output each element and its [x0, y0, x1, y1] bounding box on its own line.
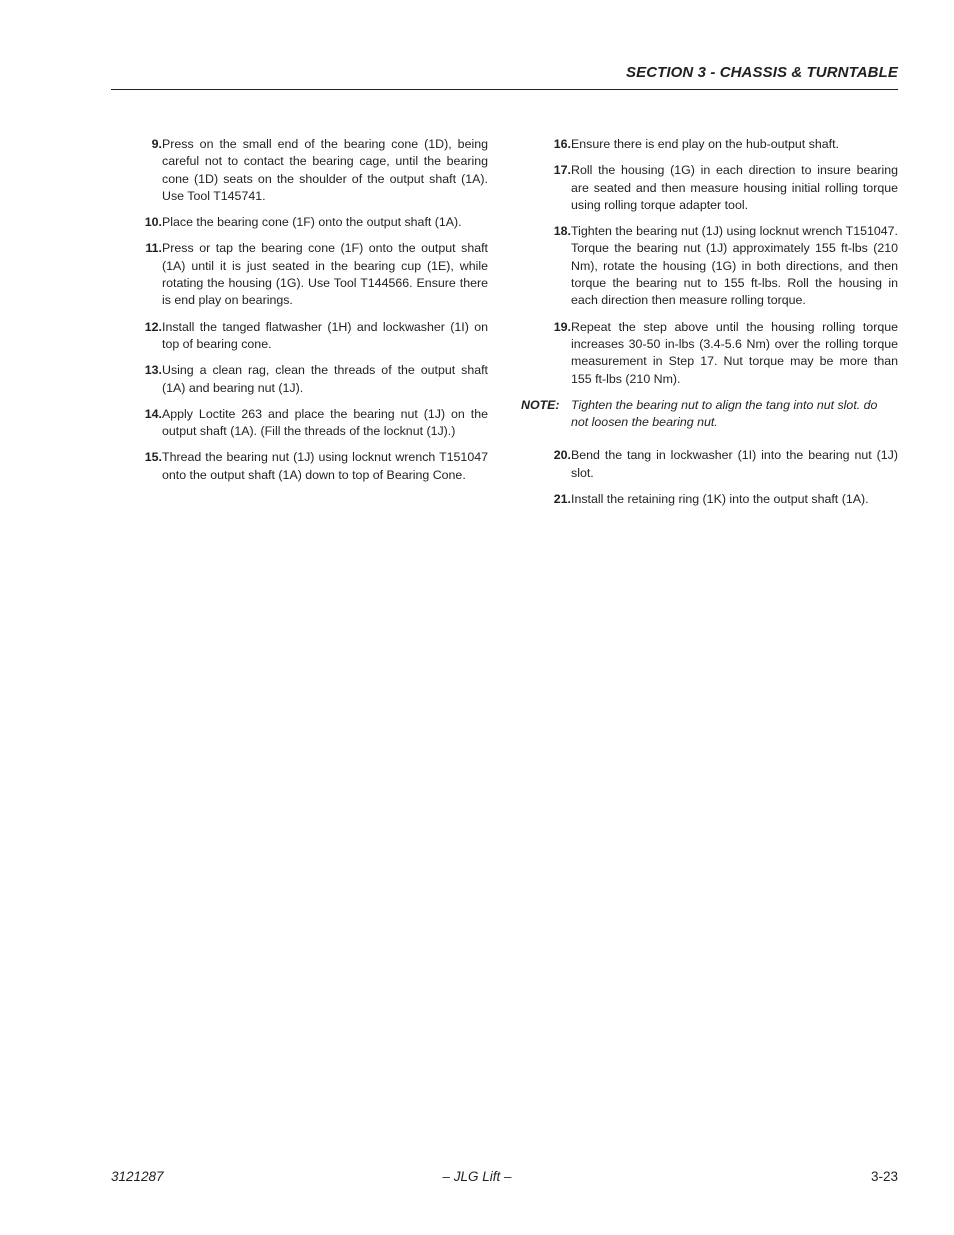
- step-number: 14.: [144, 406, 162, 421]
- header-divider: [111, 89, 898, 90]
- step-number: 17.: [553, 163, 571, 178]
- footer-doc-number: 3121287: [111, 1169, 164, 1184]
- step-text: Press or tap the bearing cone (1F) onto the output shaft (1A) until it is just seated in the bearing cup (1E), while rotating the housing (1G). Use Tool T144566. Ensure there is end play on bearings.: [162, 241, 488, 308]
- step-9: [126, 136, 488, 205]
- footer-page-number: 3-23: [870, 1169, 898, 1184]
- right-column: [521, 136, 898, 517]
- step-15: [126, 449, 488, 484]
- left-column: [126, 136, 488, 493]
- step-number: 20.: [553, 448, 571, 463]
- step-number: 10.: [144, 215, 162, 230]
- step-number: 16.: [553, 137, 571, 151]
- step-number: 9.: [151, 137, 162, 151]
- step-12: [126, 319, 488, 354]
- step-text: Place the bearing cone (1F) onto the output shaft (1A).: [162, 215, 462, 230]
- step-number: 13.: [144, 363, 162, 378]
- step-13: [126, 362, 488, 397]
- step-number: 19.: [553, 319, 571, 334]
- step-text: Press on the small end of the bearing cone (1D), being careful not to contact the bearing cage, until the bearing cone (1D) seats on the shoulder of the output shaft (1A). Use Tool T145741.: [162, 137, 488, 203]
- step-11: [126, 240, 488, 309]
- step-number: 21.: [553, 492, 571, 507]
- section-header-title: SECTION 3 - CHASSIS & TURNTABLE: [625, 64, 898, 81]
- step-21: [535, 491, 898, 508]
- step-10: [126, 214, 488, 231]
- step-text: Install the tanged flatwasher (1H) and lockwasher (1I) on top of bearing cone.: [162, 319, 488, 351]
- footer-center-text: – JLG Lift –: [442, 1169, 512, 1184]
- step-14: [126, 406, 488, 441]
- step-text: Apply Loctite 263 and place the bearing nut (1J) on the output shaft (1A). (Fill the threads of the locknut (1J).): [162, 406, 488, 439]
- step-number: 15.: [144, 450, 162, 465]
- step-number: 12.: [144, 319, 162, 334]
- step-text: Repeat the step above until the housing rolling torque increases 30-50 in-lbs (3.4-5.6 Nm) over the rolling torque measurement in Step 17. Nut torque may be more than 155 ft-lbs (210 Nm).: [571, 319, 898, 386]
- step-text: Thread the bearing nut (1J) using locknut wrench T151047 onto the output shaft (1A) down to top of Bearing Cone.: [162, 450, 488, 482]
- step-17: [535, 162, 898, 214]
- step-number: 18.: [553, 224, 571, 239]
- step-number: 11.: [145, 241, 162, 256]
- step-text: Install the retaining ring (1K) into the output shaft (1A).: [571, 492, 869, 507]
- note-label: NOTE:: [521, 397, 560, 412]
- step-text: Bend the tang in lockwasher (1I) into the bearing nut (1J) slot.: [571, 448, 898, 480]
- step-text: Tighten the bearing nut (1J) using locknut wrench T151047. Torque the bearing nut (1J) approximately 155 ft-lbs (210 Nm), rotate the housing (1G) in both directions, and then torque the bearing nut to 155 ft-lbs. Roll the housing in each direction then measure rolling torque.: [571, 224, 898, 308]
- step-16: [535, 136, 898, 153]
- note-text: Tighten the bearing nut to align the tang into nut slot. do not loosen the bearing nut.: [571, 397, 878, 430]
- step-19: [535, 319, 898, 388]
- step-20: [535, 447, 898, 482]
- step-18: [535, 223, 898, 309]
- step-text: Using a clean rag, clean the threads of the output shaft (1A) and bearing nut (1J).: [162, 363, 488, 395]
- step-text: Ensure there is end play on the hub-output shaft.: [571, 137, 839, 151]
- step-text: Roll the housing (1G) in each direction to insure bearing are seated and then measure housing initial rolling torque using rolling torque adapter tool.: [571, 163, 898, 212]
- note-block: [521, 397, 898, 432]
